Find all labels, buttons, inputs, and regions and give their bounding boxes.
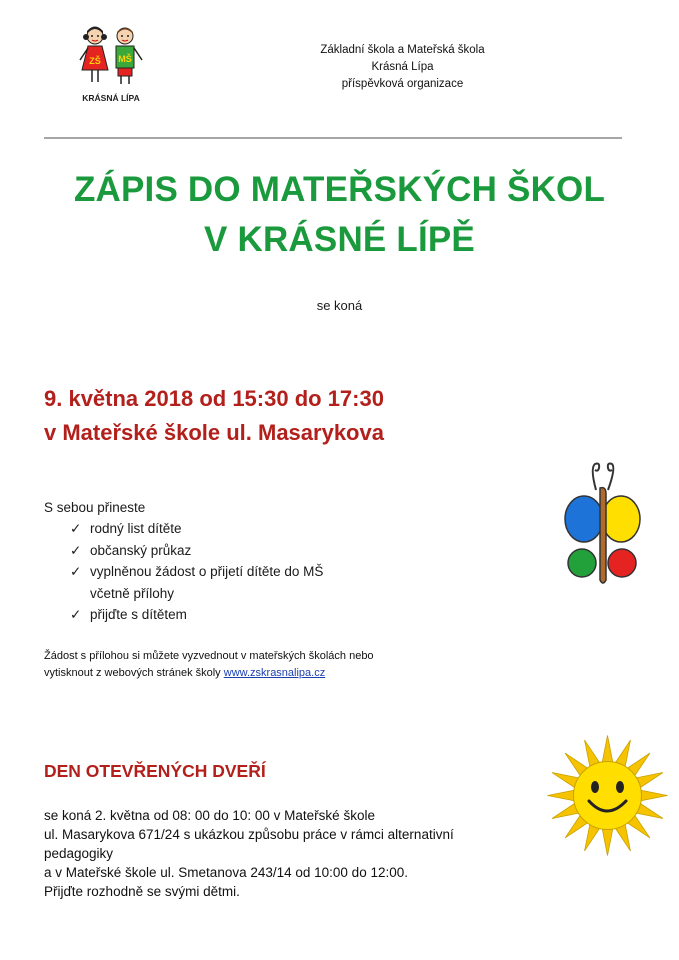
list-item	[64, 604, 323, 626]
org-town: Krásná Lípa	[371, 61, 434, 73]
application-note	[44, 648, 374, 682]
check-icon: ✓	[70, 542, 82, 558]
check-icon: ✓	[70, 564, 82, 579]
subtitle-kona: se koná	[316, 298, 363, 313]
sun-icon	[545, 733, 670, 858]
list-item-label: vyplněnou žádost o přijetí dítěte do MŠ	[90, 564, 324, 579]
logo-left-letters: ZŠ	[89, 56, 101, 66]
open-day-line: ul. Masarykova 671/24 s ukázkou způsobu práce v rámci alternativní	[44, 827, 454, 842]
note-line-2	[44, 665, 374, 682]
list-item	[64, 561, 323, 604]
event-date-block	[44, 382, 384, 450]
open-day-line: se koná 2. května od 08: 00 do 10: 00 v Mateřské škole	[44, 808, 375, 823]
sun-ray	[639, 790, 667, 801]
note-line-1: Žádost s přílohou si můžete vyzvednout v mateřských školách nebo	[44, 650, 374, 662]
list-item-continuation: včetně přílohy	[90, 585, 175, 601]
list-item	[64, 540, 323, 562]
org-type: příspěvková organizace	[341, 78, 464, 90]
header-divider	[44, 137, 622, 139]
page-title	[0, 165, 679, 265]
open-day-title: DEN OTEVŘENÝCH DVEŘÍ	[44, 761, 266, 781]
bring-heading: S sebou přineste	[44, 500, 146, 515]
sun-ray	[548, 790, 576, 801]
title-line-2: V KRÁSNÉ LÍPĚ	[204, 220, 475, 259]
logo-right-letters: MŠ	[118, 54, 132, 64]
open-day-line: a v Mateřské škole ul. Smetanova 243/14 od 10:00 do 12:00.	[44, 865, 408, 880]
list-item-label: přijďte s dítětem	[90, 607, 187, 622]
list-item-label: občanský průkaz	[90, 542, 192, 558]
org-name: Základní škola a Mateřská škola	[320, 44, 485, 56]
event-date: 9. května 2018 od 15:30 do 17:30	[44, 386, 384, 411]
title-line-1: ZÁPIS DO MATEŘSKÝCH ŠKOL	[73, 170, 606, 209]
list-item-label: rodný list dítěte	[90, 521, 182, 536]
check-icon: ✓	[70, 521, 82, 536]
open-day-line: Přijďte rozhodně se svými dětmi.	[44, 884, 240, 899]
open-day-text	[44, 806, 564, 901]
butterfly-icon	[562, 462, 642, 587]
note-line-2-text: vytisknout z webových stránek školy	[44, 667, 221, 679]
sun-ray	[602, 736, 613, 764]
event-place: v Mateřské škole ul. Masarykova	[44, 420, 384, 445]
org-header	[300, 42, 505, 93]
sun-ray	[602, 827, 613, 855]
check-icon: ✓	[70, 607, 82, 622]
bring-list	[64, 518, 323, 626]
list-item	[64, 518, 323, 540]
school-website-link[interactable]: www.zskrasnalipa.cz	[223, 667, 326, 679]
open-day-line: pedagogiky	[44, 846, 114, 861]
logo-caption: KRÁSNÁ LÍPA	[82, 93, 140, 103]
